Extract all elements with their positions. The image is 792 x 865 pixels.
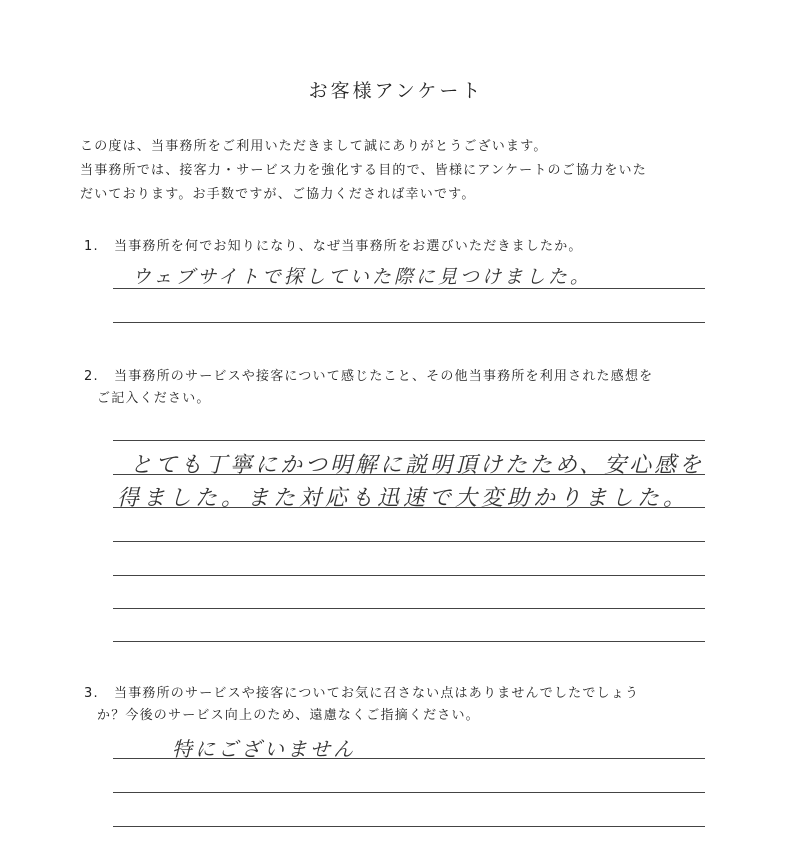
answer-2-line-7 (113, 641, 705, 642)
question-2-number: 2. (84, 369, 99, 384)
answer-2-line-1 (113, 440, 705, 441)
question-3-number: 3. (84, 686, 99, 701)
intro-line-1: この度は、当事務所をご利用いただきまして誠にありがとうございます。 (80, 139, 548, 154)
question-2-text-line-1: 当事務所のサービスや接客について感じたこと、その他当事務所を利用された感想を (114, 369, 654, 384)
intro-paragraph (80, 135, 740, 207)
page-title: お客様アンケート (308, 80, 484, 102)
answer-1-line-2 (113, 322, 705, 323)
question-2-text-line-2: ご記入ください。 (97, 391, 211, 406)
answer-3-line-1 (113, 758, 705, 759)
answer-2-handwriting-1: とても丁寧にかつ明解に説明頂けたため、安心感を (130, 453, 705, 478)
question-2 (84, 366, 744, 410)
question-1-text: 当事務所を何でお知りになり、なぜ当事務所をお選びいただきましたか。 (114, 239, 583, 254)
answer-3-line-2 (113, 792, 705, 793)
question-3-text-line-2: か？今後のサービス向上のため、遠慮なくご指摘ください。 (97, 708, 480, 723)
answer-1-handwriting: ウェブサイトで探していた際に見つけました。 (132, 266, 592, 288)
answer-3-line-3 (113, 826, 705, 827)
answer-2-line-6 (113, 608, 705, 609)
answer-2-line-4 (113, 541, 705, 542)
question-3-text-line-1: 当事務所のサービスや接客についてお気に召さない点はありませんでしたでしょう (114, 686, 640, 701)
answer-2-line-2 (113, 474, 705, 475)
answer-1-line-1 (113, 288, 705, 289)
question-1-number: 1. (84, 239, 99, 254)
answer-2-line-3 (113, 507, 705, 508)
intro-line-2: 当事務所では、接客力・サービス力を強化する目的で、皆様にアンケートのご協力をいた (80, 163, 647, 178)
answer-3-handwriting: 特にございません (172, 737, 356, 761)
answer-2-line-5 (113, 575, 705, 576)
question-1 (84, 236, 744, 258)
question-3 (84, 683, 744, 727)
intro-line-3: だいております。お手数ですが、ご協力くだされば幸いです。 (80, 187, 476, 202)
answer-2-handwriting-2: 得ました。また対応も迅速で大変助かりました。 (117, 486, 690, 511)
